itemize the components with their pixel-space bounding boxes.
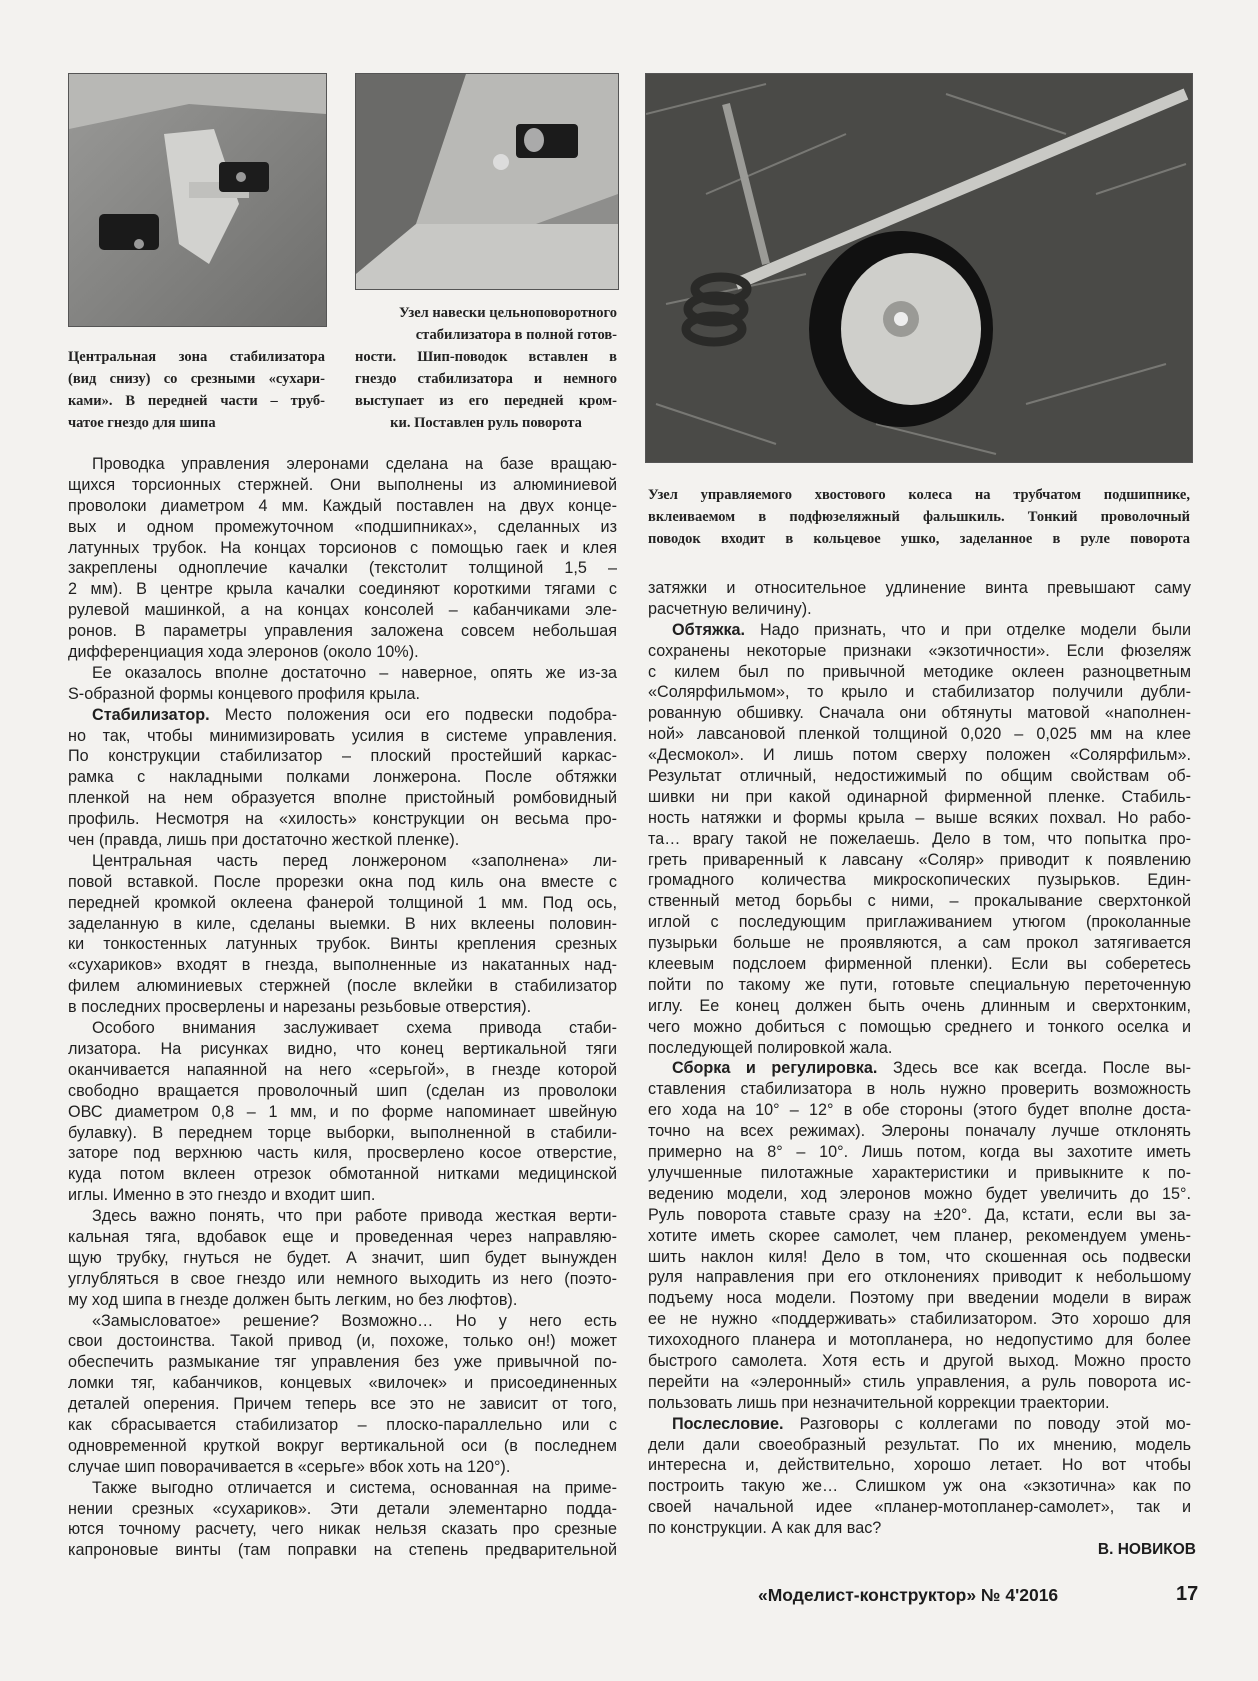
text-content: ной» лавсановой пленкой толщиной 0,020 – 0,025 мм на клее (648, 725, 1191, 744)
text-line (648, 578, 1191, 599)
caption-line: ками». В передней части – труб- (68, 393, 325, 409)
text-content: в последних просверлены и нарезаны резьбовые отверстия). (68, 998, 532, 1017)
text-content: ственный метод борьбы с ними, – прокалывание сверхтонкой (648, 892, 1191, 911)
section-heading: Сборка и регулировка. (672, 1059, 878, 1078)
text-content: шить наклон киля! Дело в том, что скошенная ось подвески (648, 1247, 1191, 1266)
text-content: подъему носа модели. Поэтому при введении модели в вираж (648, 1289, 1191, 1308)
text-line (68, 934, 617, 955)
text-content: быстрого самолета. Хотя есть и другой выход. Можно просто (648, 1351, 1191, 1370)
text-line (648, 1455, 1191, 1476)
text-line (648, 1497, 1191, 1518)
magazine-footer: «Моделист-конструктор» № 4'2016 (758, 1585, 1059, 1605)
text-content: ее не нужно «поддерживать» стабилизатором. Это хорошо для (648, 1310, 1191, 1329)
text-content: углубляться в свое гнездо или немного выходить из него (поэто- (68, 1269, 617, 1288)
text-content: Центральная часть перед лонжероном «заполнена» ли- (92, 851, 617, 870)
text-line (648, 1309, 1191, 1330)
text-content: «сухариков» входят в гнезда, выполненные из накатанных над- (68, 956, 617, 975)
text-content: своей начальной идее «планер-мотопланер-самолет», так и (648, 1498, 1191, 1517)
text-content: чего можно добиться с помощью среднего и тонкого оселка и (648, 1017, 1191, 1036)
text-line (648, 912, 1191, 933)
text-content: с килем был по привычной методике оклеен разноцветным (648, 662, 1191, 681)
text-content: ность натяжки и формы крыла – выше всяких похвал. Но рабо- (648, 808, 1191, 827)
text-content: Место положения оси его подвески подобра- (209, 705, 617, 724)
caption-line: (вид снизу) со срезными «сухари- (68, 371, 325, 387)
text-line (648, 1038, 1191, 1059)
text-line (68, 1394, 617, 1415)
text-content: последующей полировкой жала. (648, 1038, 893, 1057)
text-content: греть приваренный к лавсану «Соляр» приводит к появлению (648, 850, 1191, 869)
text-line (68, 1540, 617, 1561)
text-content: S-образной формы концевого профиля крыла. (68, 684, 421, 703)
text-line (648, 703, 1191, 724)
caption-stabilizer-hinge (355, 302, 617, 434)
text-content: Надо признать, что и при отделке модели были (745, 620, 1191, 639)
text-line (68, 893, 617, 914)
text-line (648, 1330, 1191, 1351)
text-line (648, 954, 1191, 975)
text-content: рамка с накладными полками лонжерона. После обтяжки (68, 768, 617, 787)
text-line (68, 538, 617, 559)
caption-tail-wheel (648, 484, 1190, 550)
text-line (68, 746, 617, 767)
text-line (68, 642, 617, 663)
text-line (68, 1102, 617, 1123)
text-line (648, 1393, 1191, 1414)
caption-stabilizer-center (68, 346, 325, 434)
text-line (648, 1184, 1191, 1205)
text-content: заделанную в киле, сделаны выемки. В них вклеены половин- (68, 914, 617, 933)
text-content: обеспечить размыкание тяг управления без уже привычной по- (68, 1353, 617, 1372)
text-line (68, 872, 617, 893)
text-content: точно на всех режимах). Элероны поначалу лучше отклонять (648, 1122, 1191, 1141)
text-line (648, 1351, 1191, 1372)
text-line (68, 1018, 617, 1039)
text-content: щую трубку, гнуться не будет. А значит, шип будет вынужден (68, 1248, 617, 1267)
text-content: тихоходного планера и мотопланера, но недопустимо для более (648, 1331, 1191, 1350)
text-line (648, 1205, 1191, 1226)
text-content: По конструкции стабилизатор – плоский простейший каркас- (68, 747, 617, 766)
text-line (68, 976, 617, 997)
photo-tail-wheel (645, 73, 1193, 463)
text-line (68, 1164, 617, 1185)
text-content: одновременной круткой вокруг вертикальной оси (в последнем (68, 1436, 617, 1455)
text-content: ОВС диаметром 0,8 – 1 мм, и по форме напоминает швейную (68, 1102, 617, 1121)
text-line (68, 1331, 617, 1352)
text-line (68, 767, 617, 788)
caption-line: вклеиваемом в подфюзеляжный фальшкиль. Тонкий проволочный (648, 509, 1190, 525)
text-line (68, 663, 617, 684)
text-content: та… врагу такой не пожелаешь. Дело в том, что попытка про- (648, 829, 1191, 848)
text-line (68, 475, 617, 496)
text-content: Особого внимания заслуживает схема привода стаби- (92, 1019, 617, 1038)
text-content: иглой с последующим приглаживанием утюгом (проколанные (648, 913, 1191, 932)
text-content: профиль. Несмотря на «хилость» конструкции он весьма про- (68, 810, 617, 829)
text-content: булавку). В переднем торце выборки, выполненной в стабили- (68, 1123, 617, 1142)
text-content: Также выгодно отличается и система, основанная на приме- (92, 1478, 617, 1497)
article-column-right (648, 578, 1191, 1539)
text-content: пойти по такому же пути, готовьте специальную переточенную (648, 975, 1191, 994)
text-line (68, 1269, 617, 1290)
text-line (648, 1518, 1191, 1539)
text-line (648, 787, 1191, 808)
text-line (648, 1372, 1191, 1393)
article-column-left (68, 454, 617, 1561)
text-line (648, 829, 1191, 850)
text-line (68, 1290, 617, 1311)
section-heading: Послесловие. (672, 1414, 784, 1433)
page-number: 17 (1176, 1583, 1199, 1605)
text-content: свои достоинства. Такой привод (и, похоже, только он!) может (68, 1332, 617, 1351)
text-line (68, 809, 617, 830)
text-content: ки тонкостенных латунных трубок. Винты крепления срезных (68, 935, 617, 954)
text-line (68, 517, 617, 538)
text-line (648, 641, 1191, 662)
text-content: латунных трубок. На концах торсионов с помощью гаек и клея (68, 538, 617, 557)
text-content: хотите иметь скорее самолет, чем планер, рекомендуем умень- (648, 1226, 1191, 1245)
text-line (648, 1267, 1191, 1288)
text-line (648, 1121, 1191, 1142)
text-line (68, 600, 617, 621)
text-content: куда потом вклеен отрезок обмотанной нитками медицинской (68, 1165, 617, 1184)
text-content: построить такую же… Слишком уж она «экзотична» как по (648, 1477, 1191, 1496)
text-line (68, 558, 617, 579)
text-line (68, 830, 617, 851)
text-line (68, 1081, 617, 1102)
caption-line: стабилизатора в полной готов- (415, 327, 617, 343)
text-content: щихся торсионных стержней. Они выполнены из алюминиевой (68, 475, 617, 494)
text-content: деталей оперения. Причем теперь все это не зависит от того, (68, 1395, 617, 1414)
caption-line: чатое гнездо для шипа (68, 415, 216, 431)
text-line (68, 788, 617, 809)
text-content: его хода на 10° – 12° в обе стороны (этого будет вполне доста- (648, 1101, 1191, 1120)
text-line (648, 1058, 1191, 1079)
text-content: расчетную величину). (648, 599, 812, 618)
text-line (68, 1227, 617, 1248)
text-line (648, 662, 1191, 683)
text-content: ломки тяг, кабанчиков, концевых «вилочек» и присоединенных (68, 1374, 617, 1393)
text-line (68, 1478, 617, 1499)
text-content: улучшенные пилотажные характеристики и привыкните к по- (648, 1163, 1191, 1182)
text-line (648, 1100, 1191, 1121)
text-content: чен (правда, лишь при достаточно жесткой пленке). (68, 831, 460, 850)
text-content: пузырьки больше не проявляются, а сам прокол затягивается (648, 934, 1191, 953)
text-line (68, 955, 617, 976)
text-content: примерно на 8° – 10°. Лишь потом, когда вы захотите иметь (648, 1143, 1191, 1162)
text-content: интересна и, действительно, хорошо летает. Но вот чтобы (648, 1456, 1191, 1475)
text-content: проволоки диаметром 4 мм. Каждый поставлен на двух концe- (68, 496, 617, 515)
text-content: кальная тяга, вдобавок еще и проведенная через направляю- (68, 1227, 617, 1246)
text-content: закреплены одноплечие качалки (текстолит толщиной 1,5 – (68, 559, 617, 578)
text-line (68, 1373, 617, 1394)
text-line (648, 975, 1191, 996)
text-line (648, 1079, 1191, 1100)
text-line (648, 1017, 1191, 1038)
text-content: клеевым подслоем фирменной пленки). Если вы соберетесь (648, 955, 1191, 974)
caption-line: Узел управляемого хвостового колеса на трубчатом подшипнике, (648, 487, 1190, 503)
text-content: Здесь важно понять, что при работе привода жесткая верти- (92, 1207, 617, 1226)
text-content: свободно вращается проволочный шип (сделан из проволоки (68, 1081, 617, 1100)
caption-line: выступает из его передней кром- (355, 393, 617, 409)
text-content: громадного количества микроскопических пузырьков. Един- (648, 871, 1191, 890)
text-line (68, 1436, 617, 1457)
text-content: рулевой машинкой, а на концах консолей – кабанчиками эле- (68, 601, 617, 620)
text-line (68, 1499, 617, 1520)
text-content: ставления стабилизатора в ноль нужно проверить возможность (648, 1080, 1191, 1099)
text-content: иглу. Ее конец должен быть очень длинным и сверхтонким, (648, 996, 1191, 1015)
text-content: ронов. В параметры управления заложена совсем небольшая (68, 622, 617, 641)
text-line (68, 1206, 617, 1227)
text-line (68, 705, 617, 726)
text-content: му ход шипа в гнезде должен быть легким, но без люфтов). (68, 1290, 518, 1309)
text-content: пользовать лишь при незначительной коррекции траектории. (648, 1393, 1110, 1412)
text-content: вых и одном промежуточном «подшипниках», сделанных из (68, 517, 617, 536)
text-content: «Замысловатое» решение? Возможно… Но у него есть (92, 1311, 617, 1330)
text-line (68, 579, 617, 600)
text-line (68, 1185, 617, 1206)
text-content: по конструкции. А как для вас? (648, 1519, 882, 1538)
text-line (68, 1143, 617, 1164)
text-content: Ее оказалось вполне достаточно – наверное, опять же из-за (92, 663, 617, 682)
text-content: дифференциация хода элеронов (около 10%). (68, 643, 419, 662)
text-line (68, 1123, 617, 1144)
text-line (68, 454, 617, 475)
text-line (648, 1142, 1191, 1163)
text-content: Руль поворота ставьте сразу на ±20°. Да, кстати, если вы за- (648, 1205, 1191, 1224)
text-line (648, 870, 1191, 891)
text-content: сохранены некоторые признаки «экзотичности». Если фюзеляж (648, 641, 1191, 660)
text-content: как сбрасывается стабилизатор – плоско-параллельно или с (68, 1415, 617, 1434)
text-line (68, 621, 617, 642)
text-content: иглы. Именно в это гнездо и входит шип. (68, 1186, 376, 1205)
text-line (68, 496, 617, 517)
text-line (648, 1435, 1191, 1456)
caption-line: ки. Поставлен руль поворота (390, 415, 582, 431)
text-line (68, 914, 617, 935)
text-content: повой вставкой. После прорезки окна под киль она вместе с (68, 872, 617, 891)
text-line (648, 891, 1191, 912)
text-content: Разговоры с коллегами по поводу этой мо- (783, 1414, 1191, 1433)
text-line (68, 997, 617, 1018)
caption-line: поводок входит в кольцевое ушко, заделанное в руле поворота (648, 531, 1190, 547)
text-content: оканчивается напаянной на него «серьгой», в гнезде которой (68, 1060, 617, 1079)
text-content: филем алюминиевых стержней (после вклейки в стабилизатор (68, 977, 617, 996)
photo-stabilizer-center (68, 73, 327, 327)
text-content: передней кромкой оклеена фанерой толщиной 1 мм. Под ось, (68, 893, 617, 912)
text-line (648, 745, 1191, 766)
text-line (648, 933, 1191, 954)
text-content: ются точному расчету, чего никак нельзя сказать про срезные (68, 1520, 617, 1539)
text-line (648, 766, 1191, 787)
text-content: Результат отличный, недостижимый по общим свойствам об- (648, 767, 1191, 786)
text-content: рованную обшивку. Сначала они обтянуты матовой «наполнен- (648, 704, 1191, 723)
text-line (68, 851, 617, 872)
text-content: шивки ни при какой одинарной фирменной пленке. Стабиль- (648, 787, 1191, 806)
text-content: нении срезных «сухариков». Эти детали элементарно подда- (68, 1499, 617, 1518)
caption-line: Центральная зона стабилизатора (68, 349, 325, 365)
text-content: заторе под верхнюю часть киля, просверлено косое отверстие, (68, 1144, 617, 1163)
text-content: затяжки и относительное удлинение винта превышают саму (648, 579, 1191, 597)
author-signature: В. НОВИКОВ (1097, 1541, 1196, 1558)
text-content: Проводка управления элеронами сделана на базе вращаю- (92, 455, 617, 473)
text-line (648, 1226, 1191, 1247)
section-heading: Стабилизатор. (92, 705, 210, 724)
text-content: ведению модели, ход элеронов можно будет увеличить до 15°. (648, 1184, 1191, 1203)
text-content: но так, чтобы минимизировать усилия в системе управления. (68, 726, 617, 745)
text-line (648, 724, 1191, 745)
text-line (648, 682, 1191, 703)
text-content: лизатора. На рисунках видно, что конец вертикальной тяги (68, 1039, 617, 1058)
text-content: случае шип поворачивается в «серьге» вбок хоть на 120°). (68, 1457, 511, 1476)
text-line (648, 1414, 1191, 1435)
caption-line: гнездо стабилизатора и немного (355, 371, 617, 387)
text-line (648, 1476, 1191, 1497)
caption-line: Узел навески цельноповоротного (398, 305, 617, 321)
text-line (648, 850, 1191, 871)
text-line (68, 1039, 617, 1060)
text-content: 2 мм). В центре крыла качалки соединяют короткими тягами с (68, 580, 617, 599)
text-content: «Солярфильмом», то крыло и стабилизатор получили дубли- (648, 683, 1191, 702)
text-line (648, 1247, 1191, 1268)
text-line (68, 726, 617, 747)
text-line (648, 620, 1191, 641)
photo-stabilizer-hinge (355, 73, 619, 290)
text-content: Здесь все как всегда. После вы- (877, 1059, 1191, 1078)
text-line (68, 684, 617, 705)
text-line (68, 1457, 617, 1478)
text-content: пленкой на нем образуется вполне пристойный ромбовидный (68, 789, 617, 808)
text-line (648, 599, 1191, 620)
text-line (648, 808, 1191, 829)
caption-line: ности. Шип-поводок вставлен в (355, 349, 617, 365)
text-content: капроновые винты (там поправки на степень предварительной (68, 1541, 617, 1560)
text-content: дели дали своеобразный результат. По их мнению, модель (648, 1435, 1191, 1454)
text-content: руля направления при его отклонениях приводит к небольшому (648, 1268, 1191, 1287)
text-line (68, 1248, 617, 1269)
text-content: «Десмокол». И лишь потом сверху положен «Солярфильм». (648, 746, 1191, 765)
section-heading: Обтяжка. (672, 620, 746, 639)
text-line (68, 1415, 617, 1436)
text-line (68, 1311, 617, 1332)
text-line (68, 1352, 617, 1373)
text-line (648, 1288, 1191, 1309)
text-line (648, 1163, 1191, 1184)
text-content: перейти на «элеронный» стиль управления, а руль поворота ис- (648, 1372, 1191, 1391)
text-line (68, 1060, 617, 1081)
text-line (648, 996, 1191, 1017)
text-line (68, 1519, 617, 1540)
